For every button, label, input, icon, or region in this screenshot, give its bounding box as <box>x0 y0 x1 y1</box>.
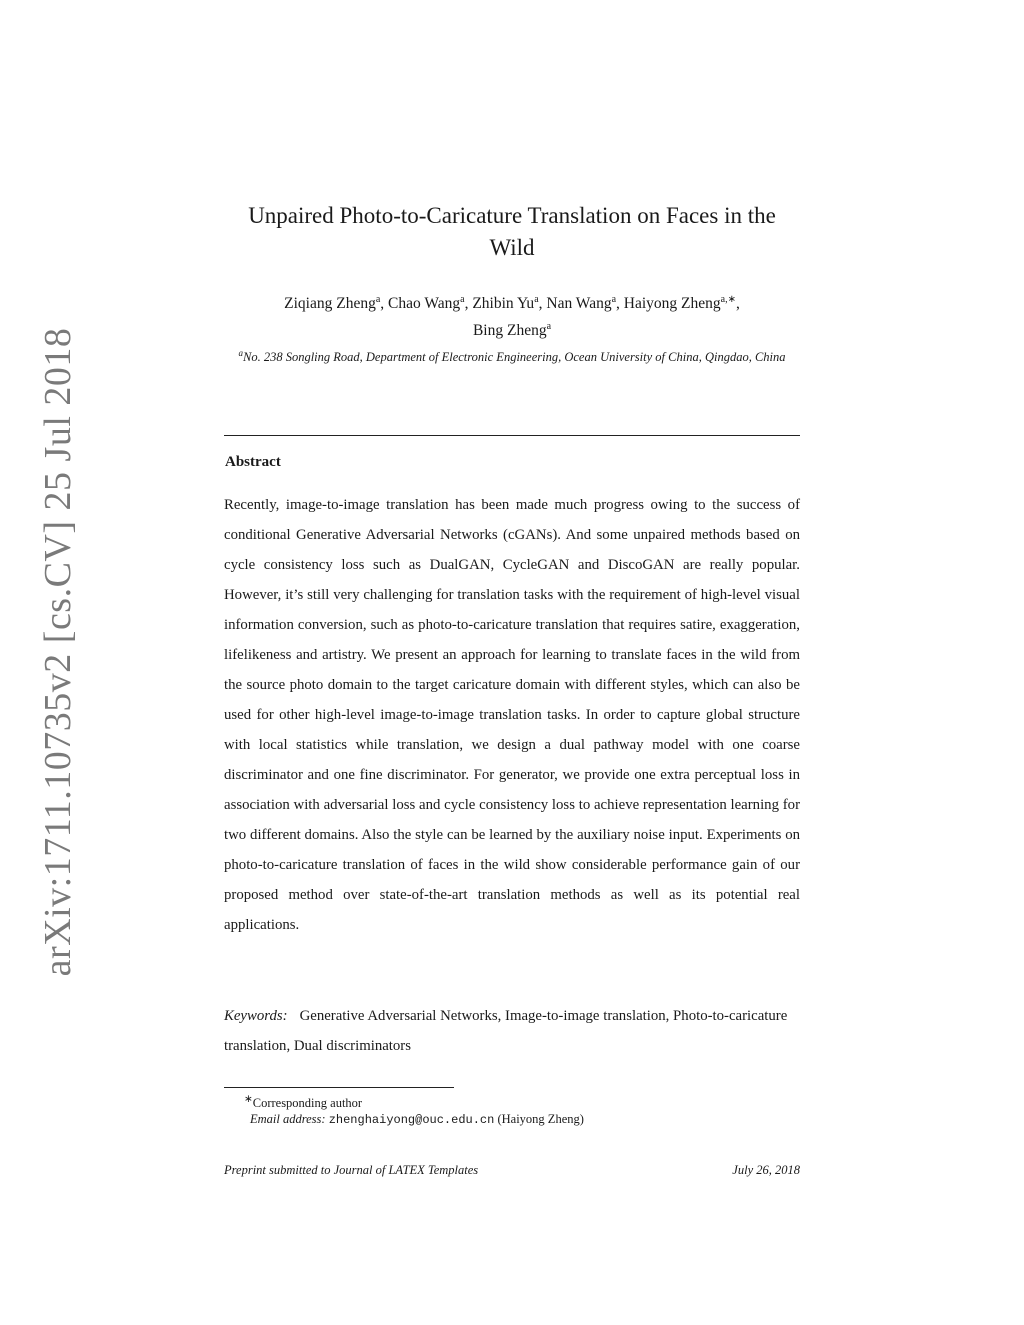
author-name: Haiyong Zheng <box>623 295 721 313</box>
corresponding-author-note: Corresponding author <box>252 1096 363 1111</box>
author-list: Ziqiang Zheng$^a$, Chao Wang$^a$, Zhibin Yu$^a$, Nan Wang$^a$, Haiyong Zheng$^{a,∗}$, Bing Zheng$^a$ <box>284 294 740 340</box>
keywords <box>224 1001 800 1061</box>
author-name: Ziqiang Zheng <box>284 295 376 313</box>
author-affil-mark: a,∗ <box>720 294 736 305</box>
footnote <box>224 1092 800 1128</box>
email-owner: (Haiyong Zheng) <box>497 1112 584 1127</box>
affiliation-mark: a <box>238 348 243 358</box>
header-rule <box>224 435 800 436</box>
abstract-text: Recently, image-to-image translation has been made much progress owing to the success of conditional Generative Adversarial Networks (cGANs). And some unpaired methods based on cycle consistency loss such as DualGAN, CycleGAN and DiscoGAN are really popular. However, it’s still very challenging for translation tasks with the requirement of high-level visual information conversion, such as photo-to-caricature translation that requires satire, exaggeration, lifelikeness and artistry. We present an approach for learning to translate faces in the wild from the source photo domain to the target caricature domain with different styles, which can also be used for other high-level image-to-image translation tasks. In order to capture global structure with local statistics while translation, we design a dual pathway model with one coarse discriminator and one fine discriminator. For generator, we provide one extra perceptual loss in association with adversarial loss and cycle consistency loss to achieve representation learning for two different domains. Also the style can be learned by the auxiliary noise input. Experiments on photo-to-caricature translation of faces in the wild show considerable performance gain of our proposed method over state-of-the-art translation methods as well as its potential real applications. <box>224 497 800 933</box>
page-footer <box>224 1163 800 1178</box>
author-name: Bing Zheng <box>472 322 547 340</box>
paper-title: Unpaired Photo-to-Caricature Translation on Faces in the Wild <box>248 203 776 260</box>
footnote-rule <box>224 1087 454 1088</box>
keywords-label: Keywords: <box>224 1008 288 1024</box>
affiliation-text: No. 238 Songling Road, Department of Electronic Engineering, Ocean University of China, Qingdao, China <box>242 350 786 365</box>
author-name: Chao Wang <box>388 295 461 313</box>
author-affil-mark: a <box>611 294 617 305</box>
arxiv-identifier[interactable]: arXiv:1711.10735v2 [cs.CV] 25 Jul 2018 <box>37 327 79 977</box>
footer-date: July 26, 2018 <box>732 1163 800 1177</box>
author-name: Nan Wang <box>546 295 612 313</box>
author-affil-mark: a <box>534 294 539 305</box>
footnote-mark: ∗ <box>244 1094 253 1105</box>
author-name: Zhibin Yu <box>472 295 535 313</box>
abstract-heading: Abstract <box>225 454 281 470</box>
keywords-text: Generative Adversarial Networks, Image-to-image translation, Photo-to-caricature translation, Dual discriminators <box>224 1008 788 1054</box>
author-affil-mark: a <box>546 321 552 333</box>
journal-note: Preprint submitted to Journal of LATEX Templates <box>224 1163 479 1177</box>
email-label: Email address: <box>250 1112 326 1127</box>
affiliation <box>224 345 800 366</box>
author-affil-mark: a <box>460 294 465 305</box>
email-address[interactable]: zhenghaiyong@ouc.edu.cn <box>328 1113 495 1128</box>
author-affil-mark: a <box>375 294 381 305</box>
